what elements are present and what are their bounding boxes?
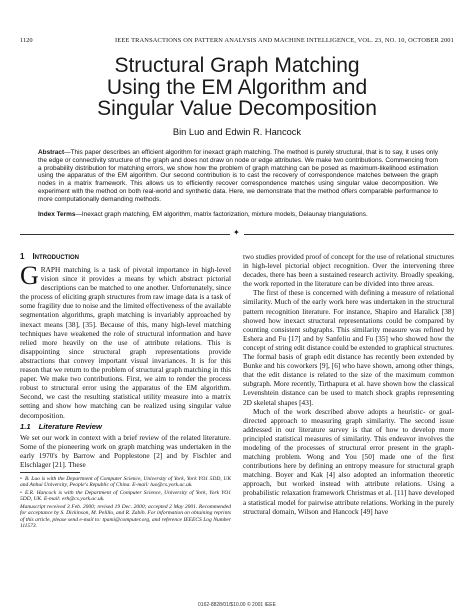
footnote-text: E.R. Hancock is with the Department of Computer Science, University of York, York YO1 5DD, UK. E-mail: erh@cs.york.ac.uk. [20,489,231,503]
section-title: Introduction [32,252,80,261]
abstract-text: —This paper describes an efficient algorithm for inexact graph matching. The method is purely structural, that is to say, it uses only the edge or connectivity structure of the graph and does not draw on node or edge attributes. We make two contributions. Commencing from a probability distribution for matching errors, we show how the problem of graph matching can be posed as maximum-likelihood estimation using the apparatus of the EM algorithm. Our second contribution is to cast the recovery of correspondence matches between the graph nodes in a matrix framework. This allows us to efficiently recover correspondence matches using singular value decomposition. We experiment with the method on both real-world and synthetic data. Here, we demonstrate that the method offers comparable performance to more computationally demanding methods. [38,149,438,203]
literature-review-body [20,433,231,469]
title-line: Structural Graph Matching [114,54,360,77]
author-line: Bin Luo and Edwin R. Hancock [172,127,302,137]
manuscript-note: Manuscript received 3 Feb. 2000; revised 19 Dec. 2000; accepted 2 May 2001. Recommended for acceptance by S. Dickinson, M. Pelillo, and R. Zabih. For information on obtaining reprints of this article, please send e-mail to: tpami@computer.org, and reference IEEECS Log Number 111573. [20,503,231,530]
divider-rule-left [20,234,230,235]
page-number: 1120 [20,37,33,44]
footnote-text: B. Luo is with the Department of Computer Science, University of York, York YO1 5DD, UK and Anhui University, People's Republic of China. E-mail: luo@cs.york.ac.uk. [20,475,231,489]
section-heading [20,252,231,262]
subsection-heading [20,422,231,432]
title-line: Singular Value Decomposition [97,97,377,120]
bullet-icon: • [20,475,22,482]
index-terms-text: —Inexact graph matching, EM algorithm, matrix factorization, mixture models, Delaunay triangulations. [75,211,368,218]
drop-cap: G [20,261,39,290]
title-line: Using the EM Algorithm and [106,75,368,99]
section-divider [20,228,454,237]
footnote-rule [20,472,80,473]
footnotes [20,476,231,530]
divider-diamond-icon: ✦ [233,228,240,237]
paper-title [0,55,474,120]
subsection-title: Literature Review [38,421,102,431]
copyright-code: 0162-8828/01/$10.00 © 2001 IEEE [198,602,276,608]
footnote [20,476,231,489]
running-head [20,37,454,47]
paragraph: two studies provided proof of concept for the use of relational structures in high-level pictorial object recognition. Over the intervening three decades, there has been a sustained research activity. Broadly speaking, the work reported in the literature can be divided into three areas. [243,252,454,289]
footnote [20,490,231,503]
bullet-icon: • [20,489,22,496]
index-terms-label: Index Terms [38,211,76,218]
abstract [38,149,438,203]
paragraph: The first of these is concerned with defining a measure of relational similarity. Much of the early work here was undertaken in the structural pattern recognition literature. For instance, Shapiro and Haralick [38] showed how inexact structural representations could be compared by counting consistent subgraphs. This similarity measure was refined by Eshera and Fu [17] and by Sanfeliu and Fu [35] who showed how the concept of string edit distance could be extended to graphical structures. The formal basis of graph edit distance has recently been extended by Bunke and his coworkers [9], [6] who have shown, among other things, that the edit distance is related to the size of the maximum common subgraph. More recently, Tirthapura et al. have shown how the classical Levenshtein distance can be used to match shock graphs representing 2D skeletal shapes [43]. [243,288,454,407]
section-number: 1 [20,252,25,261]
journal-header: IEEE TRANSACTIONS ON PATTERN ANALYSIS AND MACHINE INTELLIGENCE, VOL. 23, NO. 10, OCTOBER 2001 [115,37,454,44]
left-column [20,252,231,531]
paragraph [20,261,231,420]
introduction-body [20,261,231,420]
paragraph-text: RAPH matching is a task of pivotal importance in high-level vision since it provides a means by which abstract pictorial descriptions can be matched to one another. Unfortunately, since the process of eliciting graph structures from raw image data is a task of some fragility due to noise and the limited effectiveness of the available segmentation algorithms, graph matching is invariably approached by inexact means [38], [35]. Because of this, many high-level matching techniques have weakened the role of structural information and have relied more heavily on the use of attribute relations. This is disappointing since structural graph representations provide abstractions that convey important visual invariances. It is for this reason that we return to the problem of structural graph matching in this paper. We make two contributions. First, we aim to render the process robust to structural error using the apparatus of the EM algorithm. Second, we cast the resulting statistical utility measure into a matrix setting and show how matching can be realized using singular value decomposition. [20,265,231,420]
right-column [243,252,454,516]
right-column-body [243,252,454,516]
paragraph: Much of the work described above adopts a heuristic- or goal-directed approach to measuring graph similarity. The second issue addressed in our literature survey is that of how to develop more principled statistical measures of similarity. This endeavor involves the modeling of the processes of structural error present in the graph-matching problem. Wong and You [50] made one of the first contributions here by defining an entropy measure for structural graph matching. Boyer and Kak [4] also adopted an information theoretic approach, but worked instead with attribute relations. Using a probabilistic relaxation framework Christmas et al. [11] have developed a statistical model for pairwise attribute relations. Working in the purely structural domain, Wilson and Hancock [49] have [243,406,454,516]
subsection-number: 1.1 [20,421,31,431]
paragraph: We set our work in context with a brief review of the related literature. Some of the pioneering work on graph matching was undertaken in the early 1970's by Barrow and Popplestone [2] and by Fischler and Elschlager [21]. These [20,432,231,469]
abstract-label: Abstract [38,149,65,156]
index-terms [38,211,438,219]
divider-rule-right [244,234,454,235]
